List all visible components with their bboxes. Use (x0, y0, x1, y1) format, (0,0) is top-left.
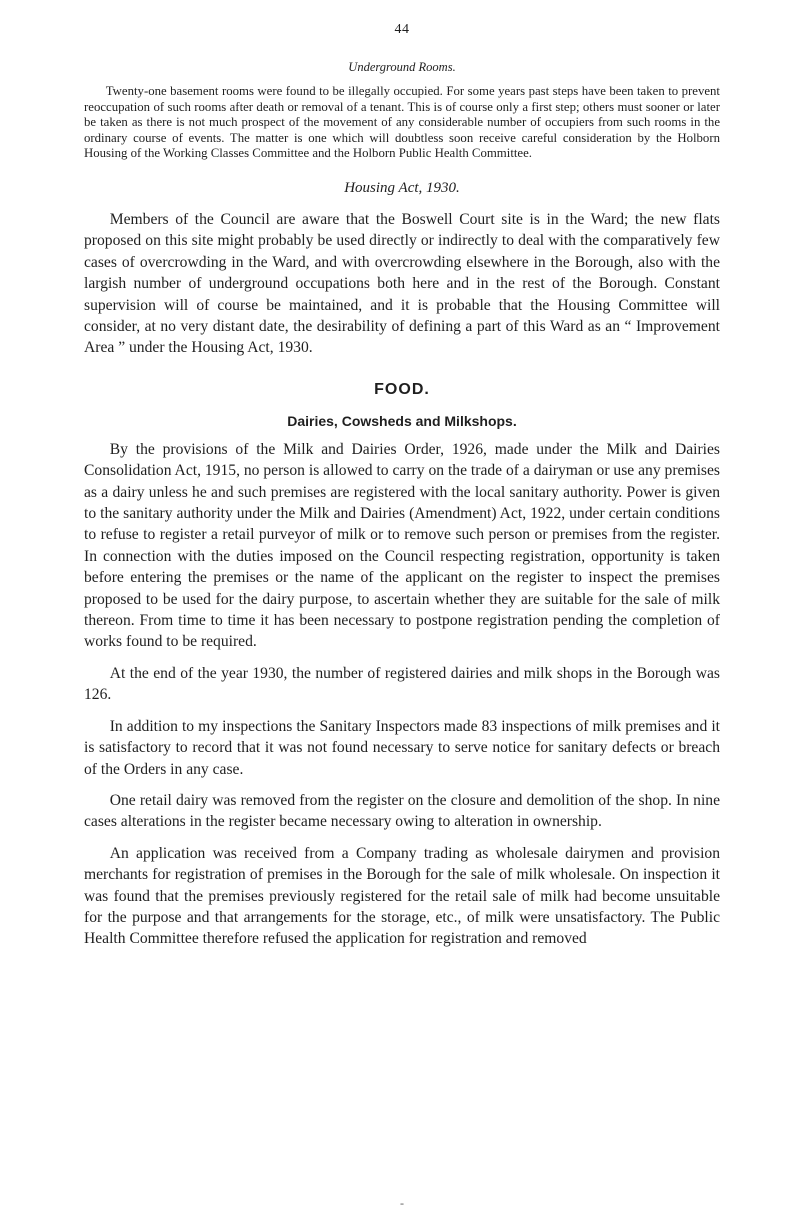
food-paragraph: An application was received from a Company trading as wholesale dairymen and provision merchants for registration of premises in the Borough for the sale of milk wholesale. On inspection it was found that the premises previously registered for the retail sale of milk had become unsuitable for the purpose and that arrangements for the storage, etc., of milk were unsatisfactory. The Public Health Committee therefore refused the application for registration and removed (84, 844, 720, 948)
document-page (84, 0, 720, 950)
housing-act-heading: Housing Act, 1930. (344, 179, 460, 196)
underground-rooms-paragraph: Twenty-one basement rooms were found to be illegally occupied. For some years past steps have been taken to prevent reoccupation of such rooms after death or removal of a tenant. This is of course only a first step; others must sooner or later be taken as there is not much prospect of the movement of any considerable number of occupiers from such rooms in the ordinary course of events. The matter is one which will doubtless soon receive careful consideration by the Holborn Housing of the Working Classes Committee and the Holborn Public Health Committee. (84, 84, 720, 161)
food-paragraph: At the end of the year 1930, the number of registered dairies and milk shops in the Borough was 126. (84, 664, 720, 704)
footer-mark: - (400, 1196, 404, 1210)
food-section-title: FOOD. (374, 380, 430, 398)
food-paragraph: By the provisions of the Milk and Dairies Order, 1926, made under the Milk and Dairies Consolidation Act, 1915, no person is allowed to carry on the trade of a dairyman or use any premises as a dairy unless he and such premises are registered with the local sanitary authority. Power is given to the sanitary authority under the Milk and Dairies (Amendment) Act, 1922, under certain conditions to refuse to register a retail purveyor of milk or to remove such person or premises from the register. In connection with the duties imposed on the Council respecting registration, opportunity is taken before entering the premises or the name of the applicant on the register to inspect the premises proposed to be used for the dairy purpose, to ascertain whether they are suitable for the sale of milk thereon. From time to time it has been necessary to postpone registration pending the completion of works found to be required. (84, 440, 720, 651)
food-paragraph: In addition to my inspections the Sanitary Inspectors made 83 inspections of milk premises and it is satisfactory to record that it was not found necessary to serve notice for sanitary defects or breach of the Orders in any case. (84, 717, 720, 778)
dairies-subtitle: Dairies, Cowsheds and Milkshops. (287, 412, 517, 429)
housing-act-paragraph: Members of the Council are aware that the Boswell Court site is in the Ward; the new flats proposed on this site might probably be used directly or indirectly to deal with the comparatively few cases of overcrowding in the Ward, and with overcrowding elsewhere in the Borough, also with the largish number of underground occupations both here and in the rest of the Borough. Constant supervision will of course be maintained, and it is probable that the Housing Committee will consider, at no very distant date, the desirability of defining a part of this Ward as an “ Improvement Area ” under the Housing Act, 1930. (84, 210, 720, 357)
page-number: 44 (394, 22, 410, 37)
underground-rooms-heading: Underground Rooms. (348, 60, 456, 74)
food-paragraph: One retail dairy was removed from the register on the closure and demolition of the shop. In nine cases alterations in the register became necessary owing to alteration in ownership. (84, 791, 720, 831)
